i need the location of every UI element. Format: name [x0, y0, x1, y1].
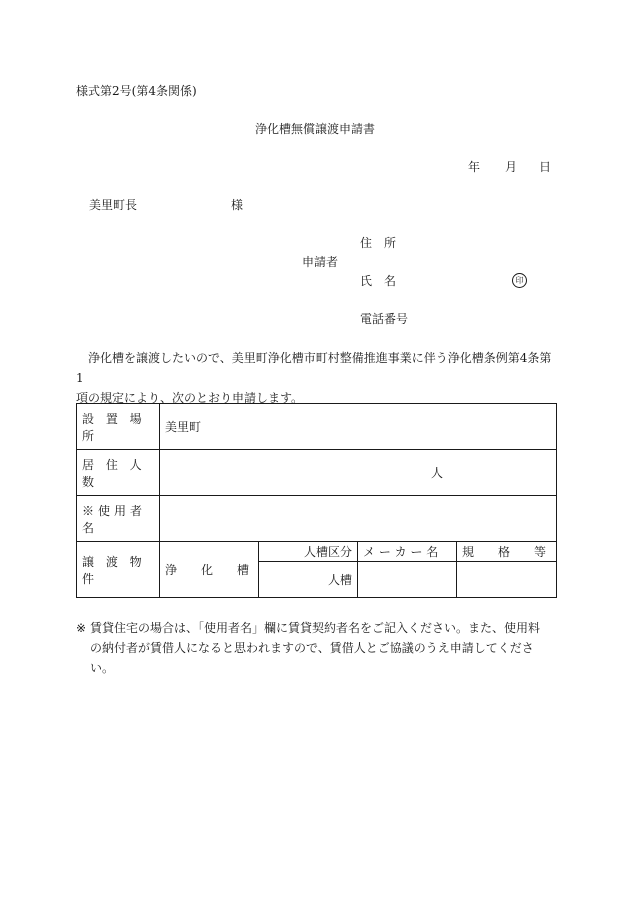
residents-unit: 人	[431, 466, 444, 480]
user-row	[77, 496, 557, 542]
note-block	[76, 618, 556, 678]
residents-label: 居 住 人 数	[77, 450, 160, 496]
seal-mark: 印	[512, 273, 527, 288]
request-line-2: 項の規定により、次のとおり申請します。	[76, 391, 304, 405]
addressee-name: 美里町長	[89, 198, 138, 212]
note-line-2: の納付者が賃借人になると思われますので、賃借人とご協議のうえ申請してくださ	[90, 641, 534, 655]
maker-header: メ ー カ ー 名	[358, 542, 457, 562]
date-day-label: 日	[539, 160, 552, 174]
request-line-1: 浄化槽を譲渡したいので、美里町浄化槽市町村整備推進事業に伴う浄化槽条例第4条第1	[76, 351, 552, 385]
location-row	[77, 404, 557, 450]
note-line-1: 賃貸住宅の場合は、「使用者名」欄に賃貸契約者名をご記入ください。また、使用料	[90, 621, 541, 635]
maker-value[interactable]	[358, 562, 457, 598]
request-paragraph	[76, 348, 556, 408]
applicant-address-label: 住 所	[360, 236, 397, 250]
note-line-3: い。	[90, 661, 115, 675]
note-mark: ※	[76, 621, 87, 635]
residents-row	[77, 450, 557, 496]
spec-header: 規 格 等	[457, 542, 557, 562]
document-title: 浄化槽無償譲渡申請書	[255, 122, 376, 136]
form-number: 様式第2号(第4条関係)	[76, 84, 197, 98]
location-label: 設 置 場 所	[77, 404, 160, 450]
addressee-honorific: 様	[231, 198, 244, 212]
date-year-label: 年	[468, 160, 481, 174]
application-table	[76, 403, 557, 598]
capacity-header: 人槽区分	[259, 542, 358, 562]
property-label: 譲 渡 物 件	[77, 542, 160, 598]
applicant-label: 申請者	[302, 255, 339, 269]
location-value[interactable]: 美里町	[160, 404, 557, 450]
residents-value[interactable]	[160, 450, 557, 496]
date-month-label: 月	[505, 160, 518, 174]
user-value[interactable]	[160, 496, 557, 542]
spec-value[interactable]	[457, 562, 557, 598]
property-value: 浄 化 槽	[160, 542, 259, 598]
user-label: ※使用者名	[77, 496, 160, 542]
property-header-row	[77, 542, 557, 562]
applicant-name-label: 氏 名	[360, 274, 397, 288]
applicant-phone-label: 電話番号	[360, 312, 409, 326]
capacity-unit[interactable]: 人槽	[259, 562, 358, 598]
